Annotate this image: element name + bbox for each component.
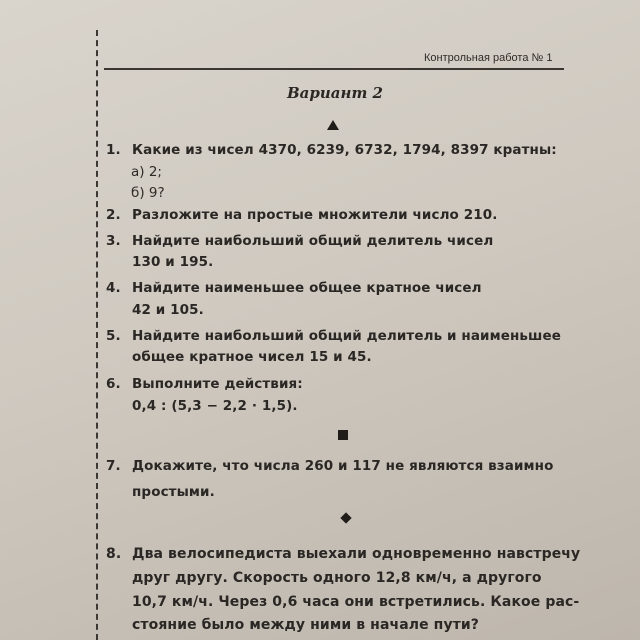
task-8-line-2: друг другу. Скорость одного 12,8 км/ч, а другого (132, 570, 542, 586)
task-8 (106, 546, 580, 562)
diamond-icon (340, 512, 351, 523)
task-6-line-2: 0,4 : (5,3 − 2,2 · 1,5). (132, 398, 298, 414)
task-4-number: 4. (106, 280, 121, 296)
task-2-line-1: Разложите на простые множители число 210. (132, 207, 498, 223)
task-3-line-2: 130 и 195. (132, 254, 214, 270)
task-1 (106, 142, 557, 158)
task-6-number: 6. (106, 376, 121, 392)
task-2-number: 2. (106, 207, 121, 223)
task-8-line-1: Два велосипедиста выехали одновременно навстречу (132, 546, 581, 562)
task-7-line-2: простыми. (132, 484, 215, 500)
task-6-line-1: Выполните действия: (132, 376, 303, 392)
task-7-line-1: Докажите, что числа 260 и 117 не являются взаимно (132, 458, 554, 474)
task-1-subitem-a: а) 2; (131, 164, 162, 180)
task-7 (106, 458, 553, 474)
task-1-line-1: Какие из чисел 4370, 6239, 6732, 1794, 8397 кратны: (132, 142, 557, 158)
task-5-line-1: Найдите наибольший общий делитель и наименьшее (132, 328, 561, 344)
task-8-number: 8. (106, 546, 122, 562)
square-icon (338, 430, 348, 440)
task-5 (106, 328, 561, 344)
page-header-title: Контрольная работа № 1 (424, 52, 553, 64)
task-1-subitem-b: б) 9? (131, 185, 165, 201)
cut-line (96, 30, 98, 640)
task-2 (106, 207, 497, 223)
task-6 (106, 376, 303, 392)
task-5-line-2: общее кратное чисел 15 и 45. (132, 349, 372, 365)
task-3-number: 3. (106, 233, 121, 249)
task-4-line-2: 42 и 105. (132, 302, 204, 318)
task-4 (106, 280, 482, 296)
task-8-line-4: стояние было между ними в начале пути? (132, 617, 480, 633)
header-rule (104, 68, 564, 70)
variant-title: Вариант 2 (287, 84, 383, 102)
task-7-number: 7. (106, 458, 121, 474)
task-3 (106, 233, 493, 249)
task-5-number: 5. (106, 328, 121, 344)
task-1-number: 1. (106, 142, 121, 158)
task-3-line-1: Найдите наибольший общий делитель чисел (132, 233, 494, 249)
task-8-line-3: 10,7 км/ч. Через 0,6 часа они встретились. Какое рас- (132, 594, 580, 610)
triangle-icon (327, 120, 339, 130)
task-4-line-1: Найдите наименьшее общее кратное чисел (132, 280, 482, 296)
